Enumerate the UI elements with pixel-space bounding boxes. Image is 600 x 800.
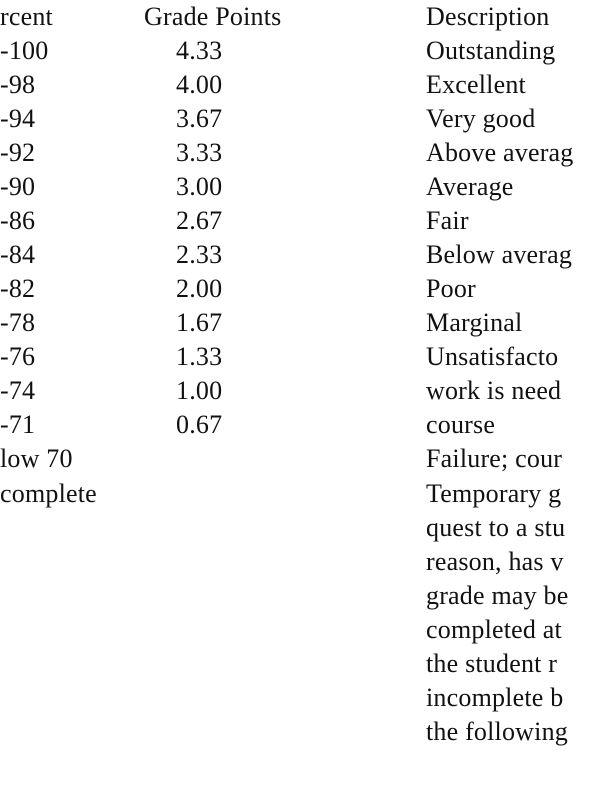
row-description: Marginal xyxy=(426,308,523,337)
description-continuation-line: quest to a stu xyxy=(426,513,566,542)
row-percent: -78 xyxy=(0,308,36,337)
row-description: Outstanding xyxy=(426,36,556,65)
row-percent: -86 xyxy=(0,206,36,235)
row-description: Above averag xyxy=(426,138,574,167)
row-percent: -94 xyxy=(0,104,36,133)
row-percent: -92 xyxy=(0,138,36,167)
row-percent: -76 xyxy=(0,342,36,371)
row-description: Below averag xyxy=(426,240,573,269)
row-grade-points: 3.00 xyxy=(176,172,223,201)
header-grade-points: Grade Points xyxy=(144,2,282,31)
header-description: Description xyxy=(426,2,550,31)
row-grade-points: 2.00 xyxy=(176,274,223,303)
row-percent: complete xyxy=(0,479,97,508)
row-percent: -100 xyxy=(0,36,49,65)
description-continuation-line: completed at xyxy=(426,615,562,644)
description-continuation-line: incomplete b xyxy=(426,683,564,712)
row-percent: -98 xyxy=(0,70,36,99)
row-percent: -84 xyxy=(0,240,36,269)
row-description: Poor xyxy=(426,274,476,303)
row-grade-points: 3.67 xyxy=(176,104,223,133)
row-percent: -90 xyxy=(0,172,36,201)
row-percent: -71 xyxy=(0,410,36,439)
row-grade-points: 0.67 xyxy=(176,410,223,439)
row-percent: -74 xyxy=(0,376,36,405)
row-grade-points: 3.33 xyxy=(176,138,223,167)
row-description: Temporary g xyxy=(426,479,562,508)
row-description: Average xyxy=(426,172,514,201)
row-grade-points: 4.00 xyxy=(176,70,223,99)
row-description: course xyxy=(426,410,496,439)
row-description: Very good xyxy=(426,104,536,133)
row-grade-points: 1.00 xyxy=(176,376,223,405)
description-continuation-line: reason, has v xyxy=(426,547,564,576)
row-grade-points: 1.33 xyxy=(176,342,223,371)
header-percent: rcent xyxy=(0,2,53,31)
row-description: Fair xyxy=(426,206,469,235)
row-description: Failure; cour xyxy=(426,444,563,473)
description-continuation-line: grade may be xyxy=(426,581,569,610)
row-description: Excellent xyxy=(426,70,526,99)
row-grade-points: 2.67 xyxy=(176,206,223,235)
row-grade-points: 2.33 xyxy=(176,240,223,269)
row-description: Unsatisfacto xyxy=(426,342,559,371)
row-grade-points: 4.33 xyxy=(176,36,223,65)
description-continuation-line: the following xyxy=(426,717,568,746)
row-description: work is need xyxy=(426,376,562,405)
row-percent: -82 xyxy=(0,274,36,303)
description-continuation-line: the student r xyxy=(426,649,558,678)
row-grade-points: 1.67 xyxy=(176,308,223,337)
row-percent: low 70 xyxy=(0,444,73,473)
